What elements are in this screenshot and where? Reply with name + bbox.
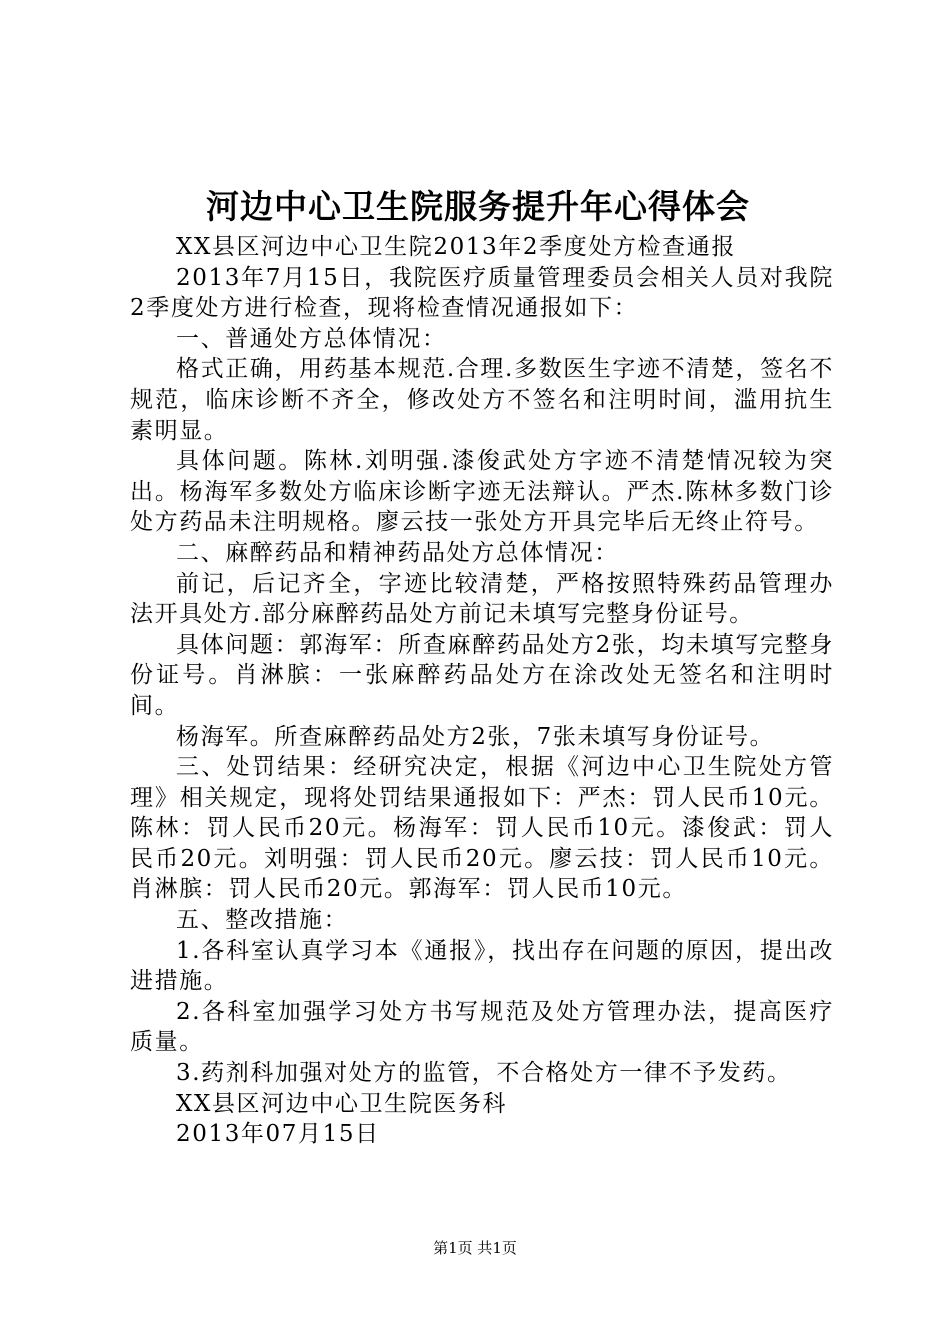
paragraph-narcotics-extra: 杨海军。所查麻醉药品处方2张，7张未填写身份证号。 bbox=[176, 723, 775, 750]
paragraph-intro: 2013年7月15日，我院医疗质量管理委员会相关人员对我院2季度处方进行检查，现将检查情况通报如下： bbox=[130, 264, 834, 322]
paragraph-narcotics-summary: 前记，后记齐全，字迹比较清楚，严格按照特殊药品管理办法开具处方.部分麻醉药品处方前记未填写完整身份证号。 bbox=[130, 570, 834, 628]
signature-date: 2013年07月15日 bbox=[176, 1121, 380, 1148]
measure-item-3: 3.药剂科加强对处方的监管，不合格处方一律不予发药。 bbox=[176, 1060, 792, 1087]
paragraph-narcotics-issues: 具体问题：郭海军：所查麻醉药品处方2张，均未填写完整身份证号。肖淋膑：一张麻醉药品处方在涂改处无签名和注明时间。 bbox=[130, 631, 834, 719]
paragraph-report-heading: XX县区河边中心卫生院2013年2季度处方检查通报 bbox=[176, 234, 736, 260]
measure-item-1: 1.各科室认真学习本《通报》，找出存在问题的原因，提出改进措施。 bbox=[130, 937, 834, 995]
section-heading-general: 一、普通处方总体情况： bbox=[176, 325, 447, 352]
paragraph-general-summary: 格式正确，用药基本规范.合理.多数医生字迹不清楚，签名不规范，临床诊断不齐全，修改处方不签名和注明时间，滥用抗生素明显。 bbox=[130, 356, 834, 444]
paragraph-penalties: 三、处罚结果：经研究决定，根据《河边中心卫生院处方管理》相关规定，现将处罚结果通报如下：严杰：罚人民币10元。陈林：罚人民币20元。杨海军：罚人民币10元。漆俊武：罚人民币20元。刘明强：罚人民币20元。廖云技：罚人民币10元。肖淋膑：罚人民币20元。郭海军：罚人民币10元。 bbox=[130, 754, 834, 903]
signature-department: XX县区河边中心卫生院医务科 bbox=[176, 1090, 508, 1117]
page-number-footer: 第1页 共1页 bbox=[433, 1239, 517, 1257]
section-heading-narcotics: 二、麻醉药品和精神药品处方总体情况： bbox=[176, 539, 619, 566]
measure-item-2: 2.各科室加强学习处方书写规范及处方管理办法，提高医疗质量。 bbox=[130, 998, 834, 1056]
document-page bbox=[130, 182, 834, 1150]
document-body bbox=[130, 232, 834, 1150]
paragraph-general-issues: 具体问题。陈林.刘明强.漆俊武处方字迹不清楚情况较为突出。杨海军多数处方临床诊断字迹无法辩认。严杰.陈林多数门诊处方药品未注明规格。廖云技一张处方开具完毕后无终止符号。 bbox=[130, 448, 834, 536]
document-title: 河边中心卫生院服务提升年心得体会 bbox=[206, 187, 750, 226]
section-heading-measures: 五、整改措施： bbox=[176, 907, 349, 934]
